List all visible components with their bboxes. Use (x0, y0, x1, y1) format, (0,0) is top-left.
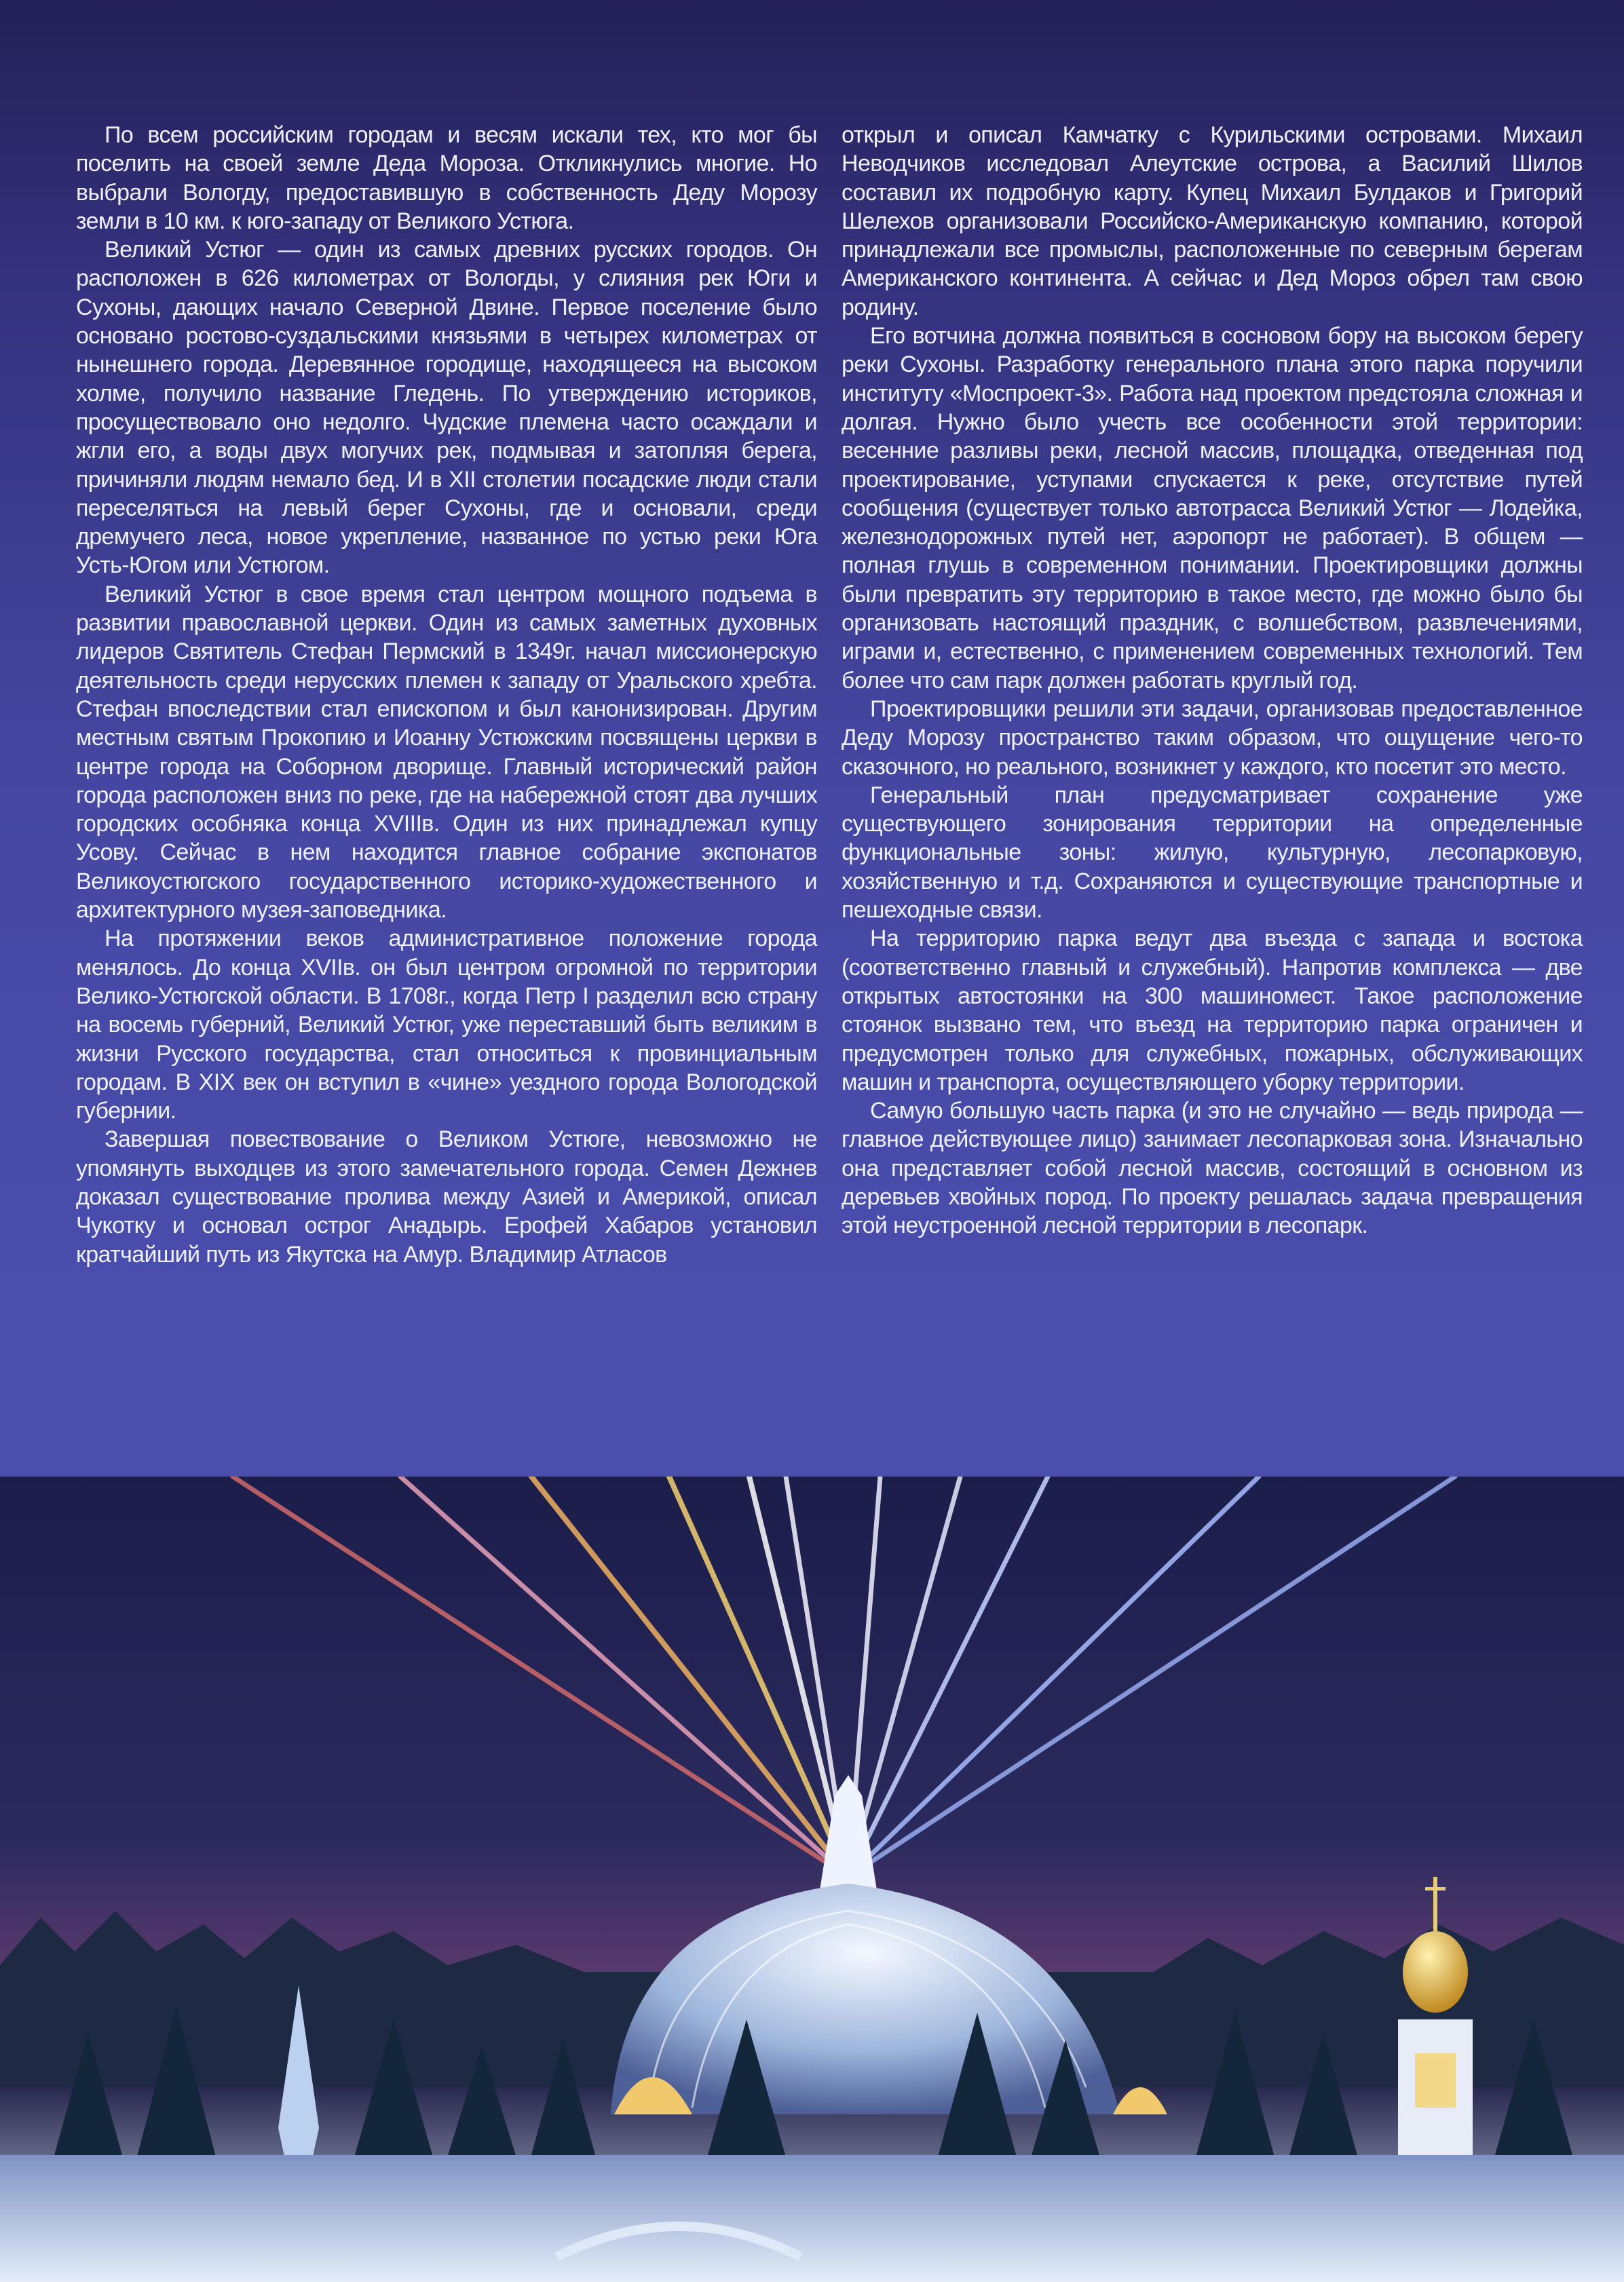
paragraph: На протяжении веков административное положение города менялось. До конца XVIIв. он был центром огромной по территории Велико-Устюгской области. В 1708г., когда Петр I разделил всю страну на восемь губерний, Великий Устюг, уже переставший быть великим в жизни Русского государства, стал относиться к провинциальным городам. В XIX век он вступил в «чине» уездного города Вологодской губернии. (76, 926, 817, 1124)
paragraph: Великий Устюг — один из самых древних русских городов. Он расположен в 626 километрах от Вологды, у слияния рек Юги и Сухоны, дающих начало Северной Двине. Первое поселение было основано ростово-суздальскими князьями в четырех километрах от нынешнего города. Деревянное городище, находящееся на высоком холме, получило название Гледень. По утверждению историков, просуществовало оно недолго. Чудские племена часто осаждали и жгли его, а воды двух могучих рек, подмывая и затопляя берега, причиняли людям немало бед. И в XII столетии посадские люди стали переселяться на левый берег Сухоны, где и основали, среди дремучего леса, новое укрепление, названное по устью реки Юга Усть-Югом или Устюгом. (76, 237, 817, 579)
article-left-column (76, 121, 817, 1269)
paragraph: Великий Устюг в свое время стал центром мощного подъема в развитии православной церкви. Один из самых заметных духовных лидеров Святитель Стефан Пермский в 1349г. начал миссионерскую деятельность среди нерусских племен к западу от Уральского хребта. Стефан впоследствии стал епископом и был канонизирован. Другим местным святым Прокопию и Иоанну Устюжским посвящены церкви в центре города на Соборном дворище. Главный исторический район города расположен вниз по реке, где на набережной стоят два лучших городских особняка конца XVIIIв. Один из них принадлежал купцу Усову. Сейчас в нем находится главное собрание экспонатов Великоустюгского государственного историко-художественного и архитектурного музея-заповедника. (76, 581, 817, 924)
paragraph: По всем российским городам и весям искали тех, кто мог бы поселить на своей земле Деда Мороза. Откликнулись многие. Но выбрали Вологду, предоставившую в собственность Деду Морозу земли в 10 км. к юго-западу от Великого Устюга. (76, 122, 817, 234)
paragraph-continuation: открыл и описал Камчатку с Курильскими островами. Михаил Неводчиков исследовал Алеутские острова, а Василий Шилов составил их подробную карту. Купец Михаил Булдаков и Григорий Шелехов организовали Российско-Американскую компанию, которой принадлежали все промыслы, расположенные по северным берегам Американского континента. А сейчас и Дед Мороз обрел там свою родину. (842, 122, 1583, 320)
paragraph: Проектировщики решили эти задачи, организовав предоставленное Деду Морозу пространство таким образом, что ощущение чего-то сказочного, но реального, возникнет у каждого, кто посетит это место. (842, 696, 1583, 780)
paragraph: Генеральный план предусматривает сохранение уже существующего зонирования территории на определенные функциональные зоны: жилую, культурную, лесопарковую, хозяйственную и т.д. Сохраняются и существующие транспортные и пешеходные связи. (842, 782, 1583, 924)
snow-ground (0, 2155, 1624, 2282)
paragraph: Завершая повествование о Великом Устюге, невозможно не упомянуть выходцев из этого замечательного города. Семен Дежнев доказал существование пролива между Азией и Америкой, описал Чукотку и основал острог Анадырь. Ерофей Хабаров установил кратчайший путь из Якутска на Амур. Владимир Атласов (76, 1126, 817, 1268)
paragraph: Его вотчина должна появиться в сосновом бору на высоком берегу реки Сухоны. Разработку генерального плана этого парка поручили институту «Моспроект-3». Работа над проектом предстояла сложная и долгая. Нужно было учесть все особенности этой территории: весенние разливы реки, лесной массив, площадка, отведенная под проектирование, уступами спускается к реке, отсутствие путей сообщения (существует только автотрасса Великий Устюг — Лодейка, железнодорожных путей нет, аэропорт не работает). В общем — полная глушь в современном понимании. Проектировщики должны были превратить эту территорию в такое место, где можно было бы организовать настоящий праздник, с волшебством, развлечениями, играми и, естественно, с применением современных технологий. Тем более что сам парк должен работать круглый год. (842, 323, 1583, 693)
paragraph: На территорию парка ведут два въезда с запада и востока (соответственно главный и служебный). Напротив комплекса — две открытых автостоянки на 300 машиномест. Такое расположение стоянок вызвано тем, что въезд на территорию парка ограничен и предусмотрен только для служебных, пожарных, обслуживающих машин и транспорта, осуществляющего уборку территории. (842, 926, 1583, 1095)
paragraph: Самую большую часть парка (и это не случайно — ведь природа — главное действующее лицо) занимает лесопарковая зона. Изначально она представляет собой лесной массив, состоящий в основном из деревьев хвойных пород. По проекту решалась задача превращения этой неустроенной лесной территории в лесопарк. (842, 1098, 1583, 1239)
article-right-column (842, 121, 1583, 1240)
park-night-illustration (0, 1477, 1624, 2282)
